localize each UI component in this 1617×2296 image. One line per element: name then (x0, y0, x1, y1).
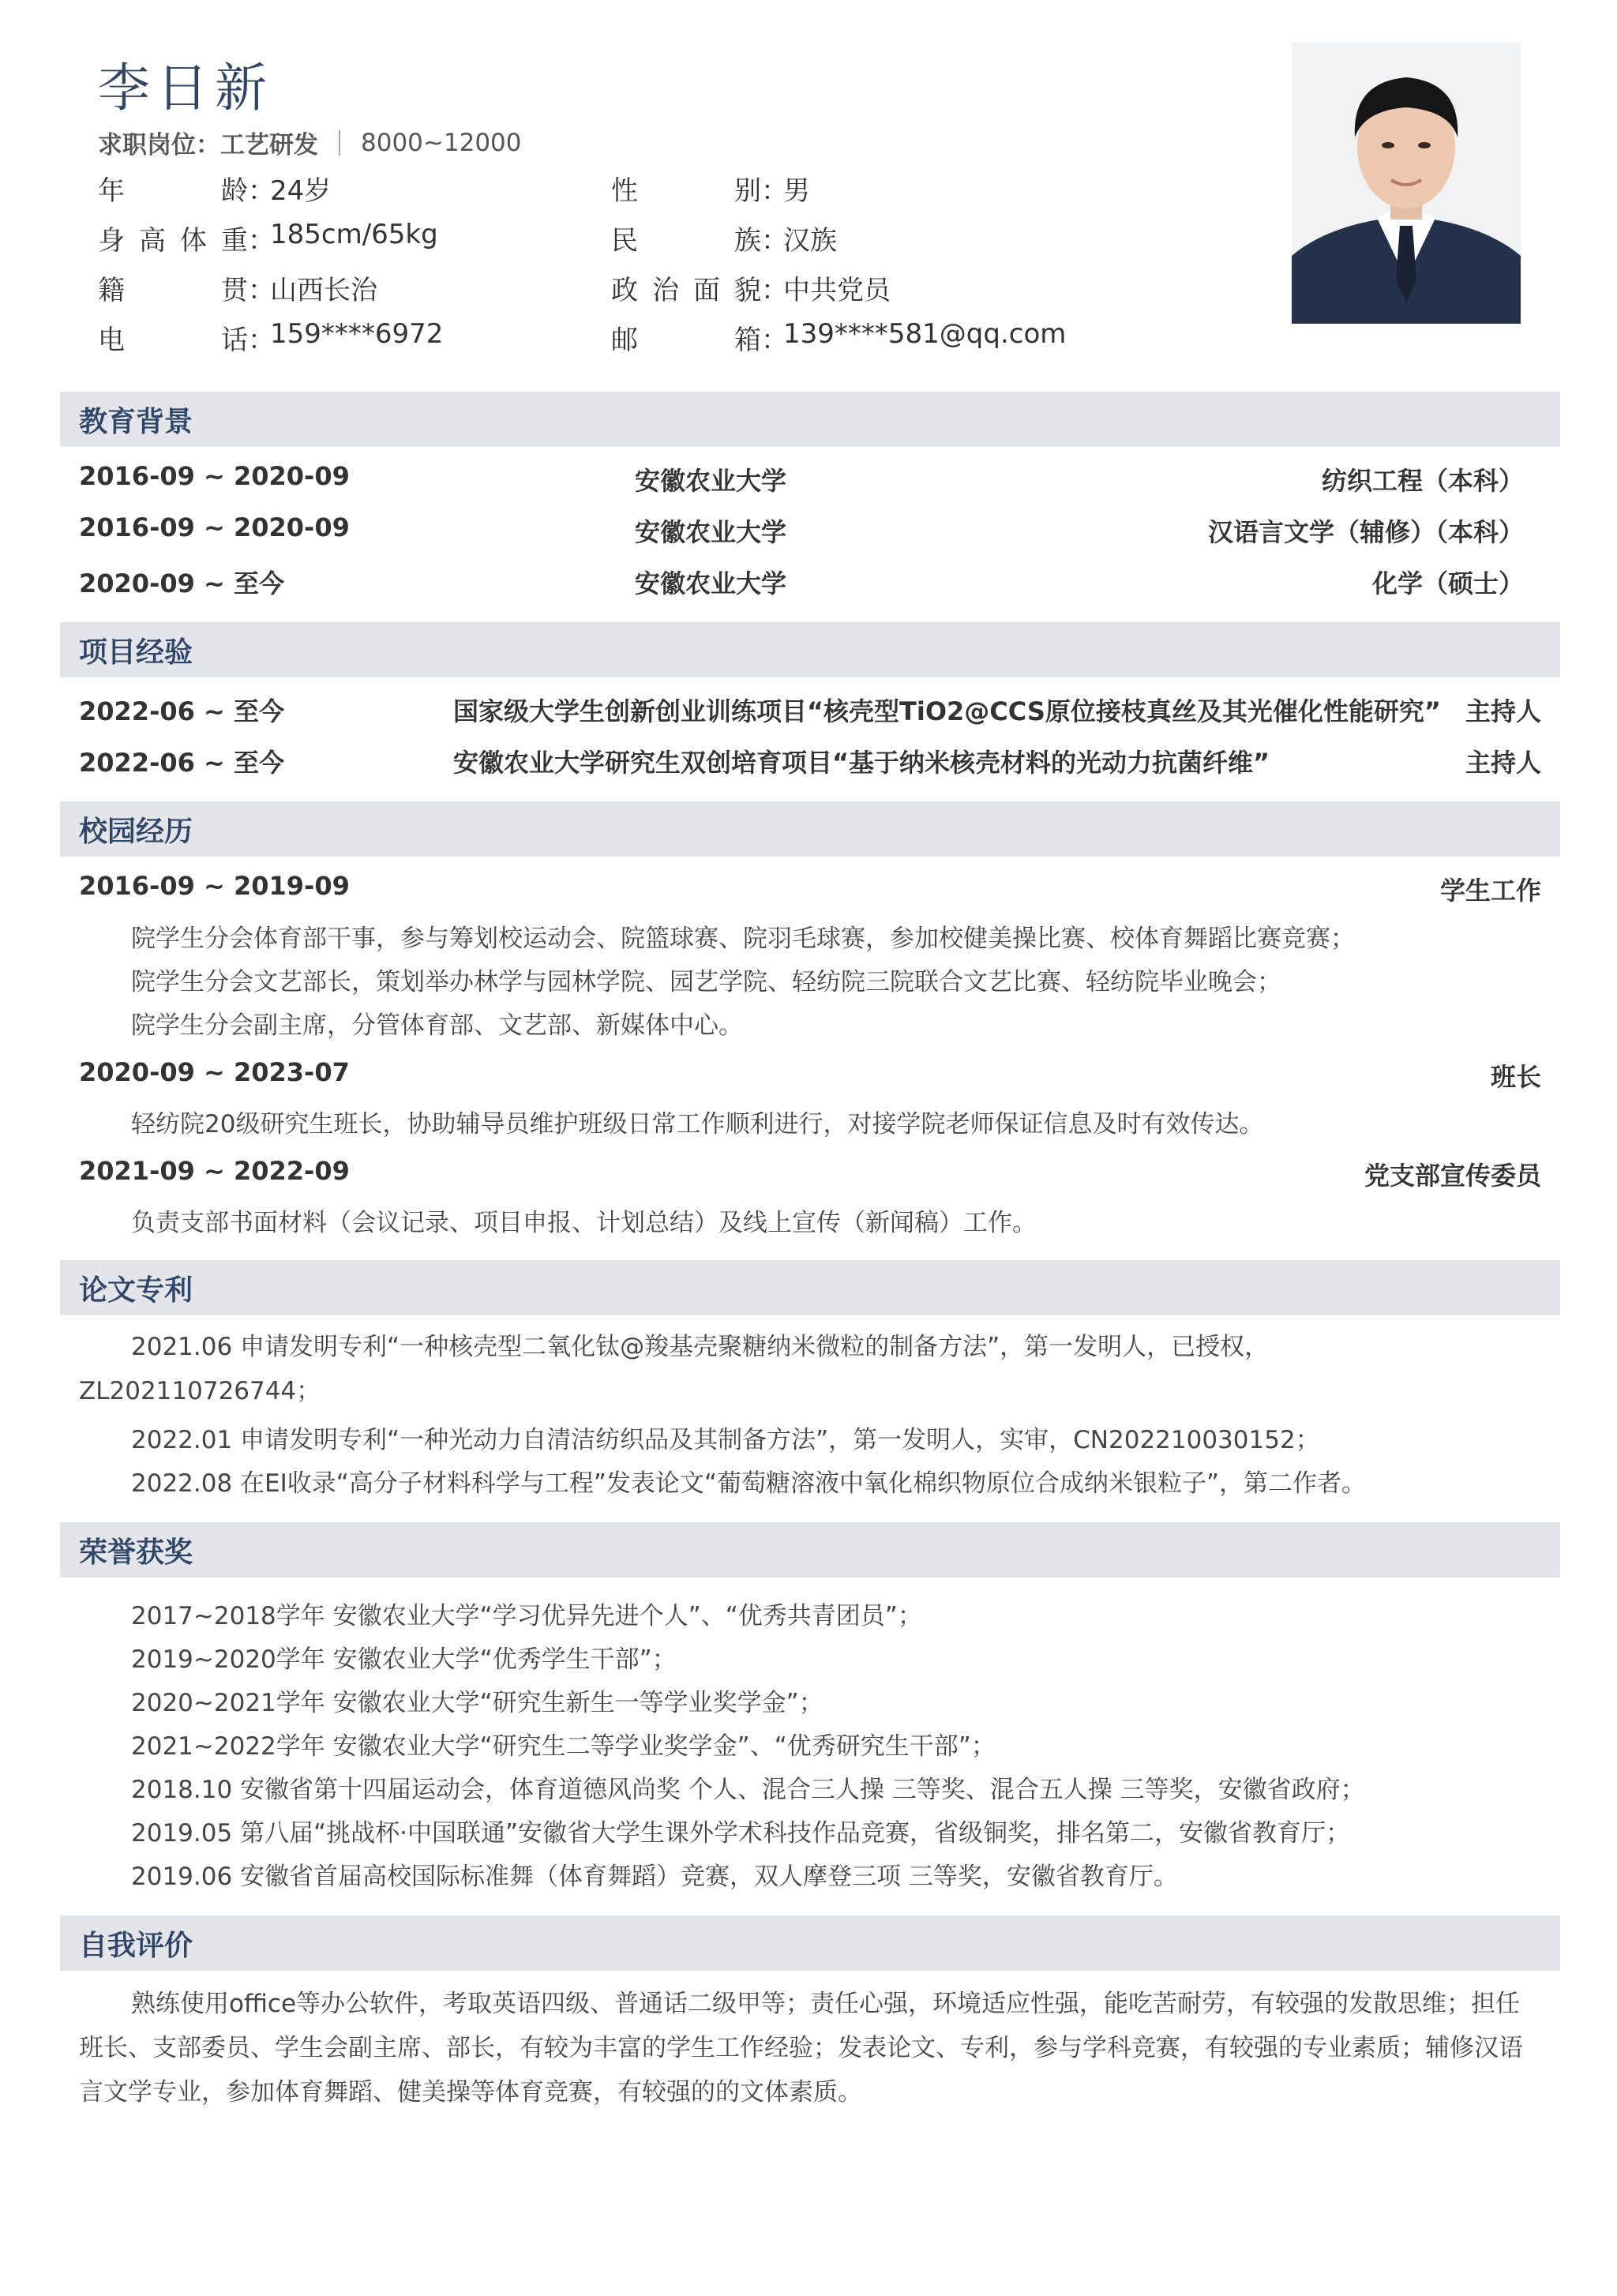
campus-date: 2016-09 ~ 2019-09 (79, 871, 350, 901)
campus-detail (79, 1104, 1541, 1139)
education-major: 纺织工程（本科） (1321, 466, 1524, 496)
education-school: 安徽农业大学 (635, 568, 787, 598)
info-value: 中共党员 (783, 275, 891, 306)
colon: ： (248, 175, 275, 207)
colon: ： (761, 325, 788, 356)
honor-item (79, 1596, 1541, 1631)
section-title: 教育背景 (79, 405, 193, 438)
campus-row (79, 871, 1541, 910)
section-title: 论文专利 (79, 1274, 193, 1307)
project-row (79, 743, 1541, 782)
paper-item (79, 1420, 1541, 1455)
paper-item: 2021.06 申请发明专利“一种核壳型二氧化钛@羧基壳聚糖纳米微粒的制备方法”，第一发明人，已授权，ZL202110726744； (79, 1333, 1270, 1405)
colon: ： (248, 325, 275, 356)
project-date: 2022-06 ~ 至今 (79, 696, 284, 726)
colon: ： (248, 275, 275, 306)
project-date: 2022-06 ~ 至今 (79, 748, 284, 778)
info-value: 山西长治 (270, 275, 377, 306)
colon: ： (761, 275, 788, 306)
colon: ： (248, 225, 275, 257)
section-papers (60, 1260, 1560, 1315)
education-date: 2020-09 ~ 至今 (79, 568, 284, 598)
info-value: 185cm/65kg (270, 219, 438, 250)
campus-role: 学生工作 (1439, 876, 1541, 906)
education-row (79, 512, 1541, 552)
info-key: 政治面貌 (611, 275, 761, 306)
info-value: 159****6972 (270, 318, 444, 350)
education-date: 2016-09 ~ 2020-09 (79, 461, 350, 491)
honor-text: 2020~2021学年 安徽农业大学“研究生新生一等学业奖学金”； (131, 1689, 824, 1717)
education-date: 2016-09 ~ 2020-09 (79, 512, 350, 542)
honor-item (79, 1856, 1541, 1892)
campus-detail (79, 962, 1541, 997)
info-key: 年龄 (98, 175, 248, 207)
section-title: 自我评价 (79, 1929, 193, 1962)
campus-detail (79, 1202, 1541, 1238)
paper-text: 2022.01 申请发明专利“一种光动力自清洁纺织品及其制备方法”，第一发明人，实审，CN202210030152； (131, 1426, 1320, 1454)
honor-text: 2019.06 安徽省首届高校国际标准舞（体育舞蹈）竞赛，双人摩登三项 三等奖，安徽省教育厅。 (131, 1863, 1178, 1891)
honor-text: 2018.10 安徽省第十四届运动会，体育道德风尚奖 个人、混合三人操 三等奖、混合五人操 三等奖，安徽省政府； (131, 1776, 1365, 1804)
education-school: 安徽农业大学 (635, 466, 787, 496)
profile-photo (1292, 43, 1521, 324)
section-self-evaluation (60, 1915, 1560, 1971)
education-school: 安徽农业大学 (635, 517, 787, 547)
info-key: 身高体重 (98, 225, 248, 257)
info-key: 电话 (98, 325, 248, 356)
job-label: 求职岗位： (98, 131, 220, 159)
section-education (60, 392, 1560, 447)
section-honors (60, 1522, 1560, 1578)
info-key: 籍贯 (98, 275, 248, 306)
honor-item (79, 1813, 1541, 1848)
project-name: 国家级大学生创新创业训练项目“核壳型TiO2@CCS原位接枝真丝及其光催化性能研究” (453, 696, 1441, 726)
honor-text: 2017~2018学年 安徽农业大学“学习优异先进个人”、“优秀共青团员”； (131, 1602, 922, 1630)
section-title: 荣誉获奖 (79, 1536, 193, 1569)
campus-row (79, 1057, 1541, 1097)
honor-item (79, 1726, 1541, 1761)
salary: 8000~12000 (361, 128, 522, 157)
campus-date: 2021-09 ~ 2022-09 (79, 1156, 350, 1186)
personal-info (98, 169, 1124, 368)
colon: ： (761, 175, 788, 207)
campus-row (79, 1156, 1541, 1195)
honor-item (79, 1639, 1541, 1675)
info-key: 性别 (611, 175, 761, 207)
paper-text: 2022.08 在EI收录“高分子材料科学与工程”发表论文“葡萄糖溶液中氧化棉织物原位合成纳米银粒子”，第二作者。 (131, 1469, 1367, 1498)
section-title: 校园经历 (79, 815, 193, 848)
honor-item (79, 1769, 1541, 1805)
info-key: 民族 (611, 225, 761, 257)
education-major: 汉语言文学（辅修）（本科） (1207, 517, 1524, 547)
section-campus (60, 801, 1560, 857)
honor-text: 2021~2022学年 安徽农业大学“研究生二等学业奖学金”、“优秀研究生干部”； (131, 1732, 996, 1761)
campus-detail (79, 918, 1541, 954)
honor-item (79, 1683, 1541, 1718)
job-value: 工艺研发 (220, 131, 318, 159)
project-role: 主持人 (1465, 748, 1541, 778)
job-intention (98, 125, 521, 160)
education-major: 化学（硕士） (1371, 568, 1524, 598)
education-row (79, 461, 1541, 501)
campus-detail (79, 1005, 1541, 1041)
honor-text: 2019~2020学年 安徽农业大学“优秀学生干部”； (131, 1645, 677, 1674)
info-value: 男 (783, 175, 810, 207)
detail-line: 负责支部书面材料（会议记录、项目申报、计划总结）及线上宣传（新闻稿）工作。 (131, 1209, 1037, 1237)
project-row (79, 692, 1541, 731)
campus-date: 2020-09 ~ 2023-07 (79, 1057, 350, 1087)
paper-item (79, 1463, 1541, 1499)
colon: ： (761, 225, 788, 257)
info-key: 邮箱 (611, 325, 761, 356)
honor-text: 2019.05 第八届“挑战杯·中国联通”安徽省大学生课外学术科技作品竞赛，省级铜奖，排名第二，安徽省教育厅； (131, 1819, 1351, 1848)
detail-line: 院学生分会副主席，分管体育部、文艺部、新媒体中心。 (131, 1011, 743, 1040)
candidate-name: 李日新 (98, 58, 273, 118)
detail-line: 院学生分会体育部干事，参与筹划校运动会、院篮球赛、院羽毛球赛，参加校健美操比赛、校体育舞蹈比赛竞赛； (131, 925, 1355, 953)
detail-line: 院学生分会文艺部长，策划举办林学与园林学院、园艺学院、轻纺院三院联合文艺比赛、轻纺院毕业晚会； (131, 968, 1281, 996)
self-evaluation-text: 熟练使用office等办公软件，考取英语四级、普通话二级甲等；责任心强，环境适应性强，能吃苦耐劳，有较强的发散思维；担任班长、支部委员、学生会副主席、部长，有较为丰富的学生工作经验；发表论文、专利，参与学科竞赛，有较强的专业素质；辅修汉语言文学专业，参加体育舞蹈、健美操等体育竞赛，有较强的的文体素质。 (79, 1990, 1523, 2107)
info-value: 139****581@qq.com (783, 318, 1067, 350)
project-name: 安徽农业大学研究生双创培育项目“基于纳米核壳材料的光动力抗菌纤维” (453, 748, 1270, 778)
campus-role: 班长 (1490, 1062, 1541, 1092)
info-row (98, 169, 1124, 219)
education-row (79, 564, 1541, 603)
info-row (98, 318, 1124, 368)
portrait-illustration (1292, 43, 1521, 324)
campus-role: 党支部宣传委员 (1364, 1161, 1541, 1191)
info-row (98, 219, 1124, 268)
project-role: 主持人 (1465, 696, 1541, 726)
section-projects (60, 622, 1560, 677)
section-title: 项目经验 (79, 636, 193, 669)
divider (339, 130, 340, 156)
info-row (98, 268, 1124, 318)
info-value: 24岁 (270, 175, 332, 207)
info-value: 汉族 (783, 225, 837, 257)
detail-line: 轻纺院20级研究生班长，协助辅导员维护班级日常工作顺利进行，对接学院老师保证信息及时有效传达。 (131, 1110, 1264, 1139)
